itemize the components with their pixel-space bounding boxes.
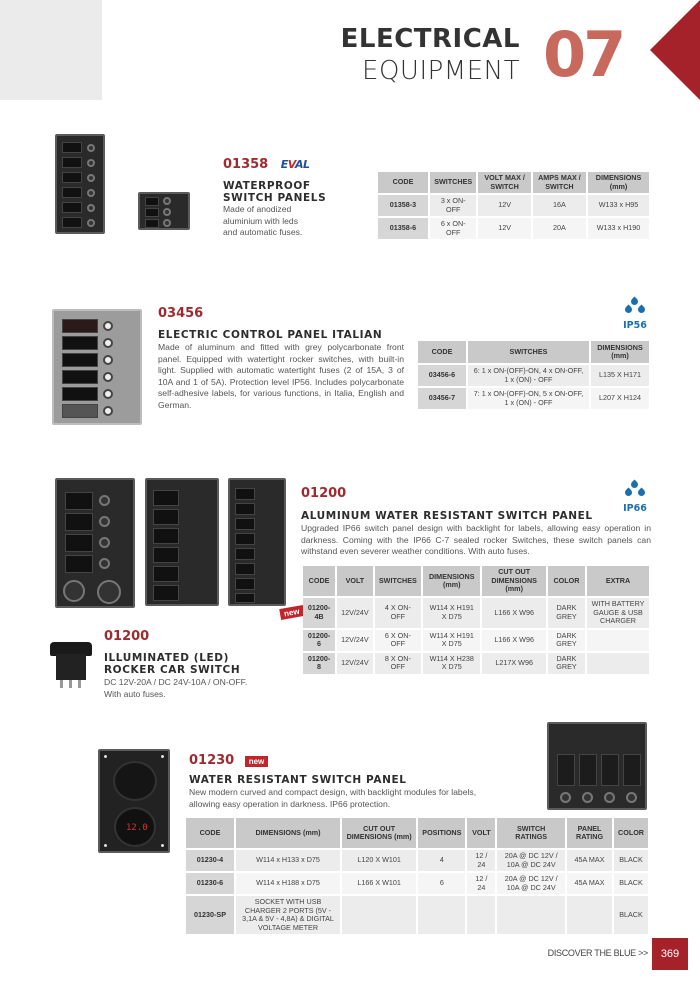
eval-brand-logo: EVAL <box>280 158 310 171</box>
table-row: 01200-8 12V/24V 8 X ON-OFF W114 X H238 X D75 L217X W96 DARK GREY <box>303 653 649 674</box>
product-description: Made of aluminum and fitted with grey polycarbonate front panel. Equipped with watertight rocker switches, with built-in light. Supplied with automatic watertight fuses (2 of 15A, 3 of 10A and 1 of 5A). Protection level IP56. Includes polycarbonate self-adhesive labels, for various functions, in Italia, English and German. <box>158 342 404 410</box>
product-image-01200-6 <box>145 478 219 606</box>
spec-table-01230 <box>184 816 650 936</box>
usb-socket-icon <box>113 761 157 801</box>
new-tag: new <box>279 605 304 620</box>
water-drops-icon <box>620 297 650 315</box>
product-code: 01200 <box>104 629 150 644</box>
voltmeter-display: 12.0 <box>114 807 156 847</box>
table-row: 01200-6 12V/24V 6 X ON-OFF W114 X H191 X D75 L166 X W96 DARK GREY <box>303 630 649 651</box>
product-01230-header <box>189 751 268 769</box>
table-header-row: CODE SWITCHES VOLT MAX / SWITCH AMPS MAX / SWITCH DIMENSIONS (mm) <box>378 172 649 193</box>
product-description: Made of anodized aluminium with leds and automatic fuses. <box>223 204 303 238</box>
table-row: 01358-6 6 x ON-OFF 12V 20A W133 x H190 <box>378 218 649 239</box>
ip66-badge: IP66 <box>620 480 650 516</box>
product-description: DC 12V-20A / DC 24V-10A / ON-OFF. With auto fuses. <box>104 677 248 699</box>
ip56-badge: IP56 <box>620 297 650 333</box>
product-image-01230-4 <box>547 722 647 810</box>
table-header-row: CODE VOLT SWITCHES DIMENSIONS (mm) CUT OUT DIMENSIONS (mm) COLOR EXTRA <box>303 566 649 596</box>
spec-table-01200 <box>301 564 651 676</box>
table-row: 01230-6 W114 x H188 x D75 L166 X W101 6 12 / 24 20A @ DC 12V / 10A @ DC 24V 45A MAX BLACK <box>186 873 648 894</box>
product-image-rocker-switch <box>50 640 92 690</box>
table-row: 03456-6 6: 1 x ON-(OFF)-ON, 4 x ON-OFF, 1 x (ON) - OFF L135 X H171 <box>418 365 649 386</box>
product-code: 03456 <box>158 306 204 321</box>
product-code: 01200 <box>301 486 347 501</box>
new-tag: new <box>245 756 269 767</box>
product-description: New modern curved and compact design, with backlight modules for labels, allowing easy operation in darkness. IP66 protection. <box>189 787 477 809</box>
product-title: WATER RESISTANT SWITCH PANEL <box>189 774 407 786</box>
product-01358-header <box>223 155 310 173</box>
table-row: 01230-4 W114 x H133 x D75 L120 X W101 4 12 / 24 20A @ DC 12V / 10A @ DC 24V 45A MAX BLACK <box>186 850 648 871</box>
product-image-03456 <box>52 309 142 425</box>
corner-block <box>0 0 102 100</box>
spec-table-01358 <box>376 170 651 241</box>
product-title: ELECTRIC CONTROL PANEL ITALIAN <box>158 329 383 341</box>
chapter-arrow-icon <box>650 0 700 100</box>
product-image-01358-3 <box>138 192 190 230</box>
product-image-01358-6 <box>55 134 105 234</box>
product-title: WATERPROOF SWITCH PANELS <box>223 180 327 204</box>
water-drops-icon <box>620 480 650 498</box>
product-image-01200-4b <box>55 478 135 608</box>
product-title: ALUMINUM WATER RESISTANT SWITCH PANEL <box>301 510 593 522</box>
table-header-row: CODE SWITCHES DIMENSIONS (mm) <box>418 341 649 363</box>
spec-table-03456 <box>416 339 651 411</box>
table-row: 01230-SP SOCKET WITH USB CHARGER 2 PORTS (5V - 3,1A & 5V - 4,8A) & DIGITAL VOLTAGE METER BLACK <box>186 896 648 934</box>
table-header-row: CODE DIMENSIONS (mm) CUT OUT DIMENSIONS (mm) POSITIONS VOLT SWITCH RATINGS PANEL RATING COLOR <box>186 818 648 848</box>
product-code: 01358 <box>223 157 269 172</box>
discover-the-blue-link[interactable]: DISCOVER THE BLUE >> <box>547 948 648 958</box>
table-row: 01200-4B 12V/24V 4 X ON-OFF W114 X H191 X D75 L166 X W96 DARK GREY WITH BATTERY GAUGE & USB CHARGER <box>303 598 649 628</box>
product-description: Upgraded IP66 switch panel design with backlight for labels, allowing easy operation in darkness. Coming with the IP66 C-7 sealed rocker Switches, these switch panels can withstand even severer weather conditions. With auto fuses. <box>301 523 651 557</box>
chapter-number: 07 <box>543 18 624 91</box>
product-code: 01230 <box>189 753 235 768</box>
product-image-01230-sp <box>98 749 170 853</box>
page-number: 369 <box>652 938 688 970</box>
product-title: ILLUMINATED (LED) ROCKER CAR SWITCH <box>104 652 241 676</box>
table-row: 01358-3 3 x ON-OFF 12V 16A W133 x H95 <box>378 195 649 216</box>
section-title-line1: ELECTRICAL <box>340 24 520 54</box>
product-image-01200-8 <box>228 478 286 606</box>
section-title-line2: EQUIPMENT <box>362 56 520 86</box>
table-row: 03456-7 7: 1 x ON-(OFF)-ON, 5 x ON-OFF, 1 x (ON) - OFF L207 X H124 <box>418 388 649 409</box>
